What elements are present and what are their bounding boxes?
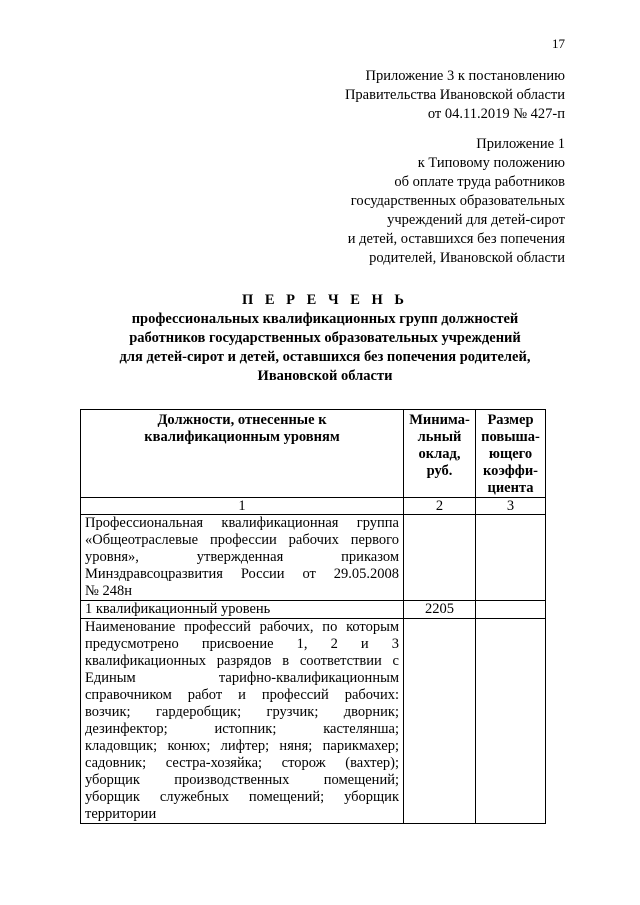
- row-salary: [404, 515, 476, 601]
- table-row: [81, 515, 546, 601]
- cell-line: возчик; гардеробщик; грузчик; дворник;: [85, 704, 399, 720]
- row-professions-list: [81, 619, 404, 824]
- appendix-3-line: Приложение 3 к постановлению: [365, 68, 565, 84]
- column-number: 2: [404, 498, 476, 515]
- header-positions-line: квалификационным уровням: [144, 429, 340, 445]
- appendix-1-line: об оплате труда работников: [394, 174, 565, 190]
- title-line: Ивановской области: [257, 368, 393, 384]
- appendix-1-line: государственных образовательных: [350, 193, 565, 209]
- table-header-row: [81, 410, 546, 498]
- appendix-1-line: Приложение 1: [476, 136, 565, 152]
- appendix-3-line: от 04.11.2019 № 427-п: [427, 106, 565, 122]
- header-salary-line: оклад,: [418, 446, 461, 462]
- title-line: для детей-сирот и детей, оставшихся без попечения родителей,: [119, 349, 531, 365]
- cell-line: уровня», утвержденная приказом: [85, 549, 399, 565]
- header-coefficient: [476, 410, 546, 498]
- row-coefficient: [476, 619, 546, 824]
- header-salary: [404, 410, 476, 498]
- cell-line: Минздравсоцразвития России от 29.05.2008: [85, 566, 399, 582]
- row-coefficient: [476, 601, 546, 619]
- appendix-1-line: и детей, оставшихся без попечения: [347, 231, 565, 247]
- cell-line: 1 квалификационный уровень: [85, 601, 271, 617]
- row-salary: [404, 619, 476, 824]
- cell-line: Профессиональная квалификационная группа: [85, 515, 399, 531]
- column-number-row: [81, 498, 546, 515]
- header-coefficient-line: ющего: [488, 446, 533, 462]
- appendix-1-line: учреждений для детей-сирот: [387, 212, 565, 228]
- cell-line: дезинфектор; истопник; кастелянша;: [85, 721, 399, 737]
- cell-line: № 248н: [85, 583, 132, 599]
- header-positions-line: Должности, отнесенные к: [157, 412, 327, 428]
- row-group-name: [81, 515, 404, 601]
- cell-line: Единым тарифно-квалификационным: [85, 670, 399, 686]
- appendix-1-line: родителей, Ивановской области: [369, 250, 565, 266]
- header-coefficient-line: коэффи-: [482, 463, 539, 479]
- header-coefficient-line: Размер: [487, 412, 534, 428]
- cell-line: предусмотрено присвоение 1, 2 и 3: [85, 636, 399, 652]
- cell-line: «Общеотраслевые профессии рабочих первого: [85, 532, 399, 548]
- table-row: [81, 619, 546, 824]
- cell-line: уборщик производственных помещений;: [85, 772, 399, 788]
- header-salary-line: льный: [417, 429, 462, 445]
- cell-line: квалификационных разрядов в соответствии с: [85, 653, 399, 669]
- appendix-3-line: Правительства Ивановской области: [344, 87, 565, 103]
- page-number: 17: [552, 36, 565, 51]
- title-line: работников государственных образовательных учреждений: [129, 330, 521, 346]
- column-number: 3: [476, 498, 546, 515]
- cell-line: Наименование профессий рабочих, по которым: [85, 619, 399, 635]
- appendix-1-line: к Типовому положению: [417, 155, 565, 171]
- table-row: [81, 601, 546, 619]
- title-main: П Е Р Е Ч Е Н Ь: [241, 292, 409, 308]
- row-level-name: [81, 601, 404, 619]
- header-positions: [81, 410, 404, 498]
- header-coefficient-line: повыша-: [481, 429, 540, 445]
- row-salary: 2205: [404, 601, 476, 619]
- appendix-1-header: [348, 135, 565, 268]
- column-number: 1: [81, 498, 404, 515]
- header-salary-line: руб.: [426, 463, 453, 479]
- row-coefficient: [476, 515, 546, 601]
- cell-line: уборщик служебных помещений; уборщик: [85, 789, 399, 805]
- header-coefficient-line: циента: [487, 480, 534, 496]
- cell-line: справочником работ и профессий рабочих:: [85, 687, 399, 703]
- cell-line: садовник; сестра-хозяйка; сторож (вахтер);: [85, 755, 399, 771]
- appendix-3-header: [345, 67, 565, 124]
- header-salary-line: Минима-: [409, 412, 470, 428]
- title-line: профессиональных квалификационных групп должностей: [131, 311, 519, 327]
- cell-line: территории: [85, 806, 157, 822]
- cell-line: кладовщик; конюх; лифтер; няня; парикмахер;: [85, 738, 399, 754]
- professions-table: [80, 409, 546, 824]
- document-title: [70, 291, 580, 386]
